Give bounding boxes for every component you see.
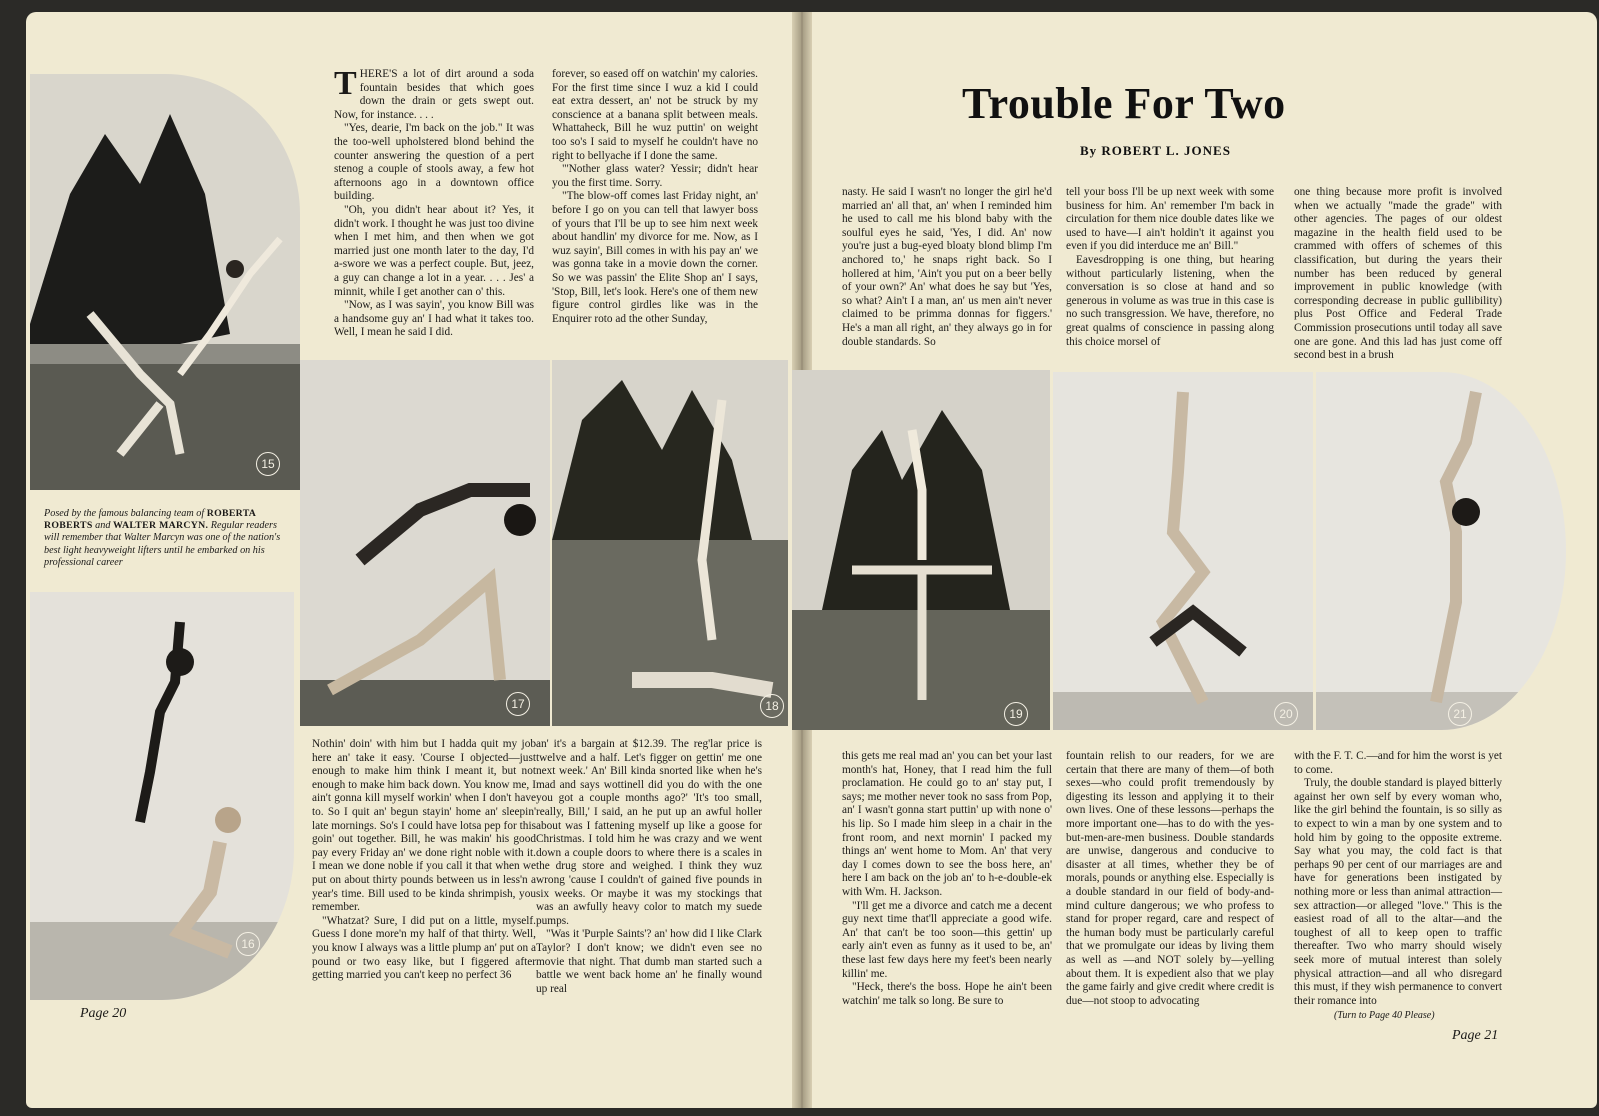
article-title: Trouble For Two: [962, 79, 1286, 128]
paragraph: "Now, as I was sayin', you know Bill was a handsome guy an' I had what it takes too. Well, I mean he said I did.: [334, 299, 534, 339]
paragraph: an' it's a bargain at $12.39. The reg'lar price is twelve and a half. Let's figger on gettin' me one next week.' An' Bill kinda snorted like when he's mad and says wottinell did you do with the one you got a couple months ago?' 'It's too small, really, Bill,' I said, an he put up an awful holler about was I fattening myself up like a goose for Christmas. I told him he was crazy and we went down a couple doors to where there is a scales in the drug store and weighed. I think they wuz wrong 'cause I couldn't of gained five pounds in six weeks. Or maybe it was my stockings that was an awfully heavy color to match my suede pumps.: [536, 738, 762, 927]
photo-number-16: 16: [236, 932, 260, 956]
paragraph: fountain relish to our readers, for we are certain that there are many of them—of both sexes—who could profit tremendously by digesting its lesson and applying it to their own lives. One of these lessons—perhaps the more important one—has to do with the yes-but-men-are-men business. Double standards are unwise, dangerous and conducive to disaster at all times, whether they be of morals, pounds or anything else. Especially is a double standard in our field of body-and-mind culture dangerous; we who profess to stand for proper regard, care and respect of the human body must be particularly careful that we promulgate our ideas by living them as well as —and NOT solely by—yelling about them. It is expedient also that we play the game fairly and give credit where credit is due—not stoop to advocating: [1066, 750, 1274, 1007]
paragraph: "Oh, you didn't hear about it? Yes, it didn't work. I thought he was just too divine when I met him, and then when we got married just one month later to the day, I'd a-swore we was a perfect couple. But, jeez, a guy can change a lot in a year. . . . Jes' a minnit, while I get another can o' this.: [334, 203, 534, 298]
photo-17: [300, 360, 550, 726]
photo-21: [1316, 372, 1566, 730]
paragraph: forever, so eased off on watchin' my calories. For the first time since I wuz a kid I could eat extra dessert, an' not be struck by my conscience at a banana split between meals. Whattaheck, Bill he wuz puttin' on weight too so's I said to myself he couldn't have no right to bellyache if I done the same.: [552, 68, 758, 162]
text-column-6: [1066, 186, 1274, 349]
page-number-right: Page 21: [1452, 1028, 1499, 1043]
text-column-5: [842, 186, 1052, 349]
text-column-1: [334, 65, 534, 340]
text-column-8: [842, 750, 1052, 1008]
photo-20: [1053, 372, 1313, 730]
paragraph: this gets me real mad an' you can bet your last month's hat, Honey, that I read him the full proclamation. He could go to an' stay put, I says; me mother never took no sass from Pop, an' I wasn't gonna start puttin' up with none o' his lip. So I made him sleep in a chair in the front room, and next mornin' I packed my things an' went home to Mom. An' that very day I comes down to see the boss here, an' here I am back on the job an' to h-e-double-ek with Wm. H. Jackson.: [842, 750, 1052, 898]
paragraph: Truly, the double standard is played bitterly against her own self by every woman who, like the girl behind the fountain, is so silly as to expect to win a man by one system and to hold him by going to the opposite extreme. Say what you may, the cold fact is that perhaps 90 per cent of our marriages are and have for generations been instigated by nothing more or less than animal attraction—sex attraction—or alleged "love." This is the easiest road of all to the altar—and the toughest of all to keep open to traffic thereafter. Two who marry should wisely seek more of mutual interest than solely physical attraction—and all who disregard this must, if they wish permanence to convert their romance into: [1294, 777, 1502, 1007]
text-column-10: [1294, 750, 1502, 1008]
photo-number-15: 15: [256, 452, 280, 476]
photo-number-18: 18: [760, 694, 784, 718]
text-column-9: [1066, 750, 1274, 1008]
photo-15: [30, 74, 300, 490]
drop-cap: T: [334, 65, 357, 102]
paragraph: nasty. He said I wasn't no longer the girl he'd married an' all that, an' when I reminded him he used to call me his blond baby with the soulful eyes he said, 'Yes, I did. An' now you're just a bug-eyed bloaty blond blimp I'm anchored to,' he snaps right back. So I hollered at him, 'Ain't you put on a beer belly of your own?' An' what does he say but 'Yes, so what? Ain't I a man, an' us men ain't never claimed to be primma donnas for figgers.' He's a man all right, an' they always go in for double standards. So: [842, 186, 1052, 348]
caption-rest: Regular readers will remember that Walter Marcyn was one of the nation's best light heavyweight lifters until he embarked on his professional career: [44, 520, 281, 568]
paragraph: "Heck, there's the boss. Hope he ain't been watchin' me talk so long. Be sure to: [842, 981, 1052, 1007]
caption-name-1: ROBERTA ROBERTS: [44, 508, 256, 532]
text-column-2: [552, 68, 758, 326]
paragraph: "Was it 'Purple Saints'? an' how did I like Clark Taylor? I don't know; we didn't even see no movie that night. That dumb man started such a battle we went back home an' he finally wound up real: [536, 928, 762, 995]
photo-18: [552, 360, 788, 726]
text-column-7: [1294, 186, 1502, 363]
paragraph: Eavesdropping is one thing, but hearing without particularly listening, when the conversation is so close at hand and so generous in volume as was true in this case is no such transgression. We have, therefore, no great qualms of conscience in passing along this choice morsel of: [1066, 253, 1274, 348]
paragraph: one thing because more profit is involved when we actually "made the grade" with other agencies. The pages of our oldest magazine in the health field used to be crammed with offers of schemes of this classification, but during the years their number has been reduced by general improvement in public knowledge (with corresponding decrease in public gullibility) plus Post Office and Federal Trade Commission prosecutions until today all save one are gone. And this lad has just come off second best in a brush: [1294, 186, 1502, 362]
text-column-3: [312, 738, 536, 983]
paragraph: "I'll get me a divorce and catch me a decent guy next time that'll appreciate a good wife. An' that can't be too soon—this gettin' up early ain't even as funny as it used to be, an' these last few days here my feet's been nearly killin' me.: [842, 899, 1052, 980]
paragraph: "Yes, dearie, I'm back on the job." It was the too-well upholstered blond behind the counter answering the question of a pert stenog a couple of stools away, a few hot afternoons ago in a downtown office building.: [334, 122, 534, 203]
paragraph: "'Nother glass water? Yessir; didn't hear you the first time. Sorry.: [552, 163, 758, 189]
photo-19: [792, 370, 1050, 730]
photo-number-17: 17: [506, 692, 530, 716]
paragraph: tell your boss I'll be up next week with some business for him. An' remember I'm back in circulation for them nice double dates like we used to have—I ain't holdin't it against you even if you did interduce me an' Bill.": [1066, 186, 1274, 253]
page-number-left: Page 20: [80, 1006, 127, 1021]
paragraph: HERE'S a lot of dirt around a soda fountain besides that which goes down the drain or gets swept out. Now, for instance. . . .: [334, 68, 534, 121]
paragraph: "The blow-off comes last Friday night, an' before I go on you can tell that lawyer boss of yours that I'll be up to see him next week about handlin' my divorce for me. Now, as I wuz sayin', Bill comes in with his pay an' we was gonna take in a movie down the corner. So we was passin' the Elite Shop an' I says, 'Stop, Bill, let's look. Here's one of them new figure control girdles like was in the Enquirer roto ad the other Sunday,: [552, 190, 758, 325]
photo-number-21: 21: [1448, 702, 1472, 726]
caption-posed-by: Posed by the famous balancing team of: [44, 508, 205, 519]
continuation-note: (Turn to Page 40 Please): [1334, 1010, 1435, 1021]
paragraph: "Whatzat? Sure, I did put on a little, myself. Guess I done more'n my half of that thirty. Well, you know I always was a little plump an' put on a pound or two easy like, but I figgered after getting married you can't keep no perfect 36: [312, 914, 536, 982]
caption-name-2: WALTER MARCYN.: [112, 520, 209, 532]
article-byline: By ROBERT L. JONES: [1080, 143, 1231, 158]
photo-caption: [44, 508, 294, 569]
text-column-4: [536, 738, 762, 996]
photo-number-19: 19: [1004, 702, 1028, 726]
paragraph: with the F. T. C.—and for him the worst is yet to come.: [1294, 750, 1502, 776]
caption-and: and: [95, 520, 111, 532]
paragraph: Nothin' doin' with him but I hadda quit my job here an' take it easy. 'Course I objected—just enough to make him think I meant it, but not enough to make him back down. You know me, I ain't gonna kill myself workin' when I don't have to. So I quit an' begun stayin' home an' sleepin' late mornings. So's I could have lotsa pep for this goin' out together. Bill, he was makin' his good pay every Friday an' we done right noble with it. I mean we done noble if you call it that when we put on about thirty pounds between us in less'n a year's time. Bill used to be kinda shrimpish, you remember.: [312, 738, 536, 914]
photo-number-20: 20: [1274, 702, 1298, 726]
